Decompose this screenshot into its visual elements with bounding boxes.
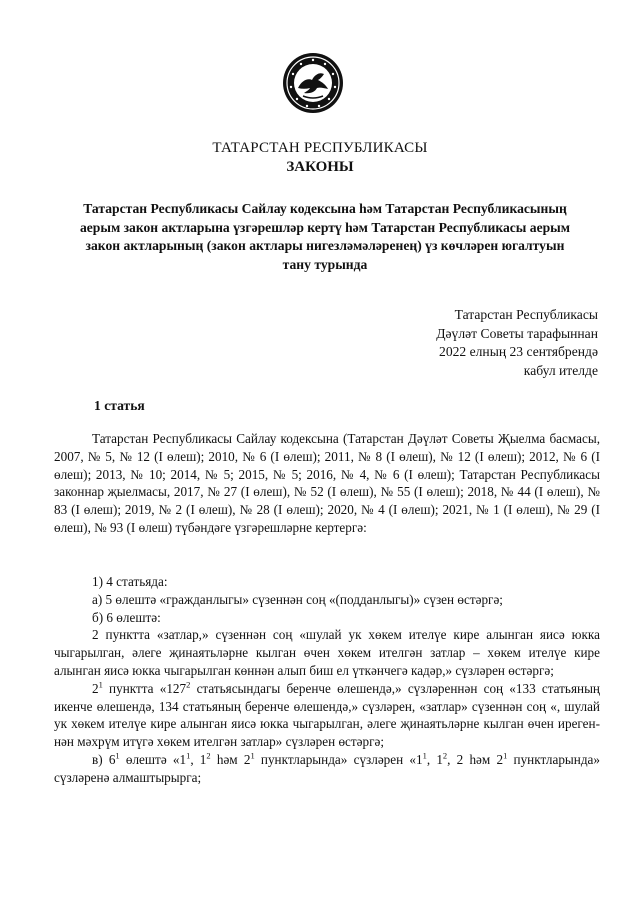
tatarstan-emblem-icon [282, 52, 344, 114]
item-1: 1) 4 статьяда: [92, 574, 168, 589]
title-line: закон актларының (закон актлары нигезләмәләренең) үз көчләрен югалтуын [85, 238, 565, 253]
amendments-list [54, 573, 600, 787]
title-line: тану турында [282, 256, 368, 272]
paragraph-point-2-1: $2^1$ пунктта «$127^2$ статьясындагы беренче өлешендә,» сүзләреннән соң «133 статьяның икенче өлешендә, 134 статьяның беренче өлешендә,» сүзләрен, «затлар» сүзеннән соң «, шулай ук хөкем ителүе кире алынган яисә юкка чыгарылган, әлеге җинаятьләрне кылган өчен ирегеннән мәхрүм итүгә хөкем ителгән затлар» сүзләрен өстәргә; [54, 679, 600, 750]
paragraph-point-2: 2 пунктта «затлар,» сүзеннән соң «шулай ук хөкем ителүе кире алынган яисә юкка чыгарылган, әлеге җинаятьләрне кылган өчен хөкем ителгән затлар – хөкем ителүе кире алынган яисә юкка чыгарылган көннән алып биш ел үткәнчегә кадәр,» сүзләрен өстәргә; [54, 627, 600, 678]
item-v: в) $6^1$ өлештә «$1^1$, $1^2$ һәм $2^1$ пунктларында» сүзләрен «$1^1$, $1^2$, 2 һәм $2^1$ пунктларында» сүзләренә алмаштырырга; [54, 750, 600, 785]
republic-heading: ТАТАРСТАН РЕСПУБЛИКАСЫ [212, 140, 428, 156]
adoption-line: Татарстан Республикасы [454, 307, 598, 322]
title-line: Татарстан Республикасы Сайлау кодексына һәм Татарстан Республикасының [83, 201, 567, 216]
intro-paragraph: Татарстан Республикасы Сайлау кодексына (Татарстан Дәүләт Советы Җыелма басмасы, 2007, № 5, № 12 (I өлеш); 2010, № 6 (I өлеш); 2011, № 8 (I өлеш), № 12 (I өлеш); 2012, № 6 (I өлеш); 2013, № 10; 2014, № 5; 2015, № 5; 2016, № 4, № 6 (I өлеш); Татарстан Республикасы законнар җыелмасы, 2017, № 27 (I өлеш), № 52 (I өлеш), № 55 (I өлеш); 2018, № 44 (I өлеш), № 83 (I өлеш); 2019, № 2 (I өлеш), № 28 (I өлеш); 2020, № 4 (I өлеш); 2021, № 1 (I өлеш), № 29 (I өлеш), № 93 (I өлеш) түбәндәге үзгәрешләрне кертергә: [54, 431, 600, 535]
adoption-line: 2022 елның 23 сентябрендә [439, 344, 598, 359]
article-heading: 1 статья [94, 398, 145, 413]
item-b: б) 6 өлештә: [92, 609, 161, 625]
adoption-line: Дәүләт Советы тарафыннан [436, 325, 598, 341]
law-title [50, 200, 600, 274]
law-heading: ЗАКОНЫ [286, 159, 354, 175]
item-a: а) 5 өлештә «гражданлыгы» сүзеннән соң «(подданлыгы)» сүзен өстәргә; [92, 591, 503, 607]
adoption-line: кабул ителде [523, 362, 598, 378]
title-line: аерым закон актларына үзгәрешләр кертү һәм Татарстан Республикасы аерым [79, 219, 571, 235]
adoption-block [436, 306, 598, 380]
